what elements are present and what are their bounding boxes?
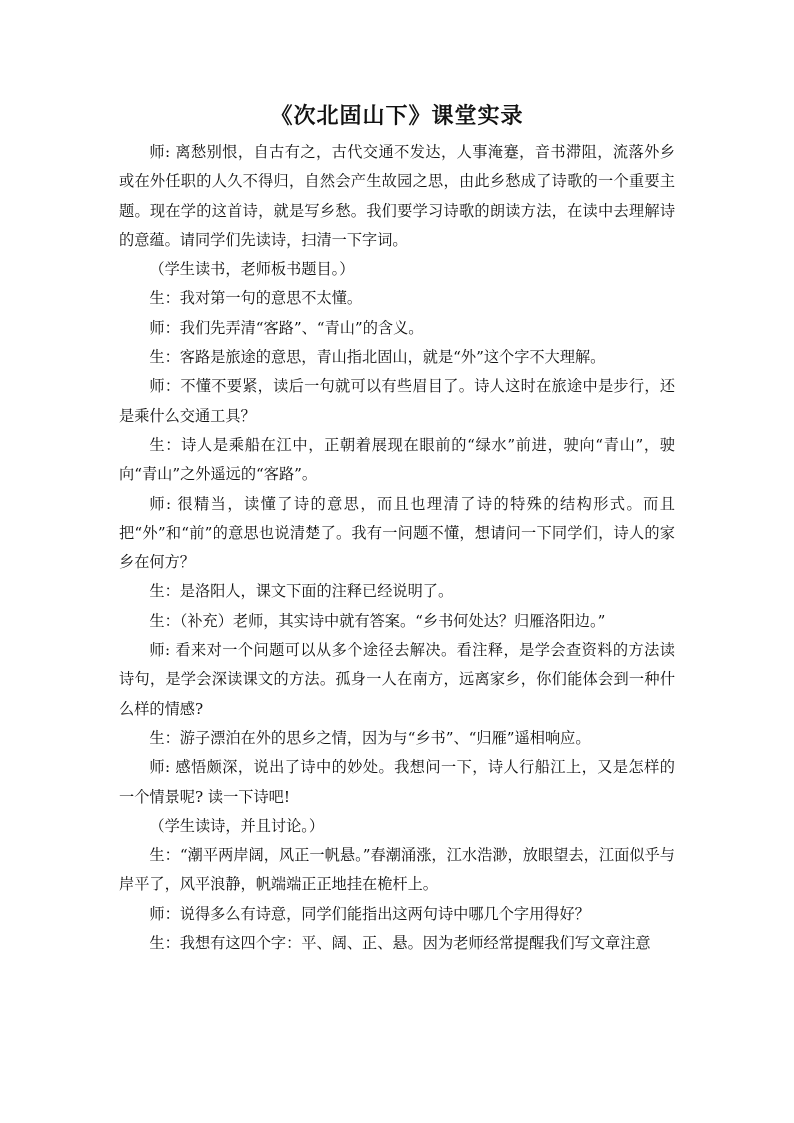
paragraph: 生：客路是旅途的意思，青山指北固山，就是“外”这个字不大理解。	[149, 348, 606, 367]
paragraph: 师: 离愁别恨，自古有之，古代交通不发达，人事淹蹇，音书滞阻，流落外乡或在外任职的人久不得归，自然会产生故园之思，由此乡愁成了诗歌的一个重要主题。现在学的这首诗，就是写乡愁。我们要学习诗歌的朗读方法，在读中去理解诗的意蕴。请同学们先读诗，扫清一下字词。	[119, 143, 675, 249]
body-text	[119, 138, 675, 958]
paragraph: （学生读书，老师板书题目。）	[149, 260, 355, 279]
paragraph: 生：“潮平两岸阔，风正一帆悬。”春潮涌涨，江水浩渺，放眼望去，江面似乎与岸平了，风平浪静，帆端端正正地挂在桅杆上。	[119, 846, 675, 894]
paragraph: 生：游子漂泊在外的思乡之情，因为与“乡书”、“归雁”遥相响应。	[149, 728, 591, 747]
paragraph: 生：诗人是乘船在江中，正朝着展现在眼前的“绿水”前进，驶向“青山”，驶向“青山”之外遥远的“客路”。	[119, 435, 675, 484]
paragraph: 师：我们先弄清“客路”、“青山”的含义。	[149, 318, 424, 337]
paragraph: 生：我对第一句的意思不太懂。	[149, 289, 363, 308]
page-title: 《次北固山下》课堂实录	[270, 103, 524, 129]
paragraph: 生：（补充）老师，其实诗中就有答案。“乡书何处达？归雁洛阳边。”	[149, 611, 606, 630]
paragraph: 师：不懂不要紧，读后一句就可以有些眉目了。诗人这时在旅途中是步行，还是乘什么交通工具？	[119, 377, 675, 425]
paragraph: 生：我想有这四个字：平、阔、正、悬。因为老师经常提醒我们写文章注意	[149, 934, 651, 953]
paragraph: 师：说得多么有诗意，同学们能指出这两句诗中哪几个字用得好？	[149, 904, 590, 923]
paragraph: 生：是洛阳人，课文下面的注释已经说明了。	[149, 582, 454, 601]
paragraph: 师: 感悟颇深，说出了诗中的妙处。我想问一下，诗人行船江上，又是怎样的一个情景呢? 读一下诗吧!	[119, 758, 675, 806]
paragraph: （学生读诗，并且讨论。）	[149, 816, 325, 835]
paragraph: 师: 很精当，读懂了诗的意思，而且也理清了诗的特殊的结构形式。而且把“外”和“前”的意思也说清楚了。我有一问题不懂，想请问一下同学们，诗人的家乡在何方？	[119, 494, 675, 572]
paragraph: 师: 看来对一个问题可以从多个途径去解决。看注释，是学会查资料的方法读诗句，是学会深读课文的方法。孤身一人在南方，远离家乡，你们能体会到一种什么样的情感?	[119, 641, 675, 718]
